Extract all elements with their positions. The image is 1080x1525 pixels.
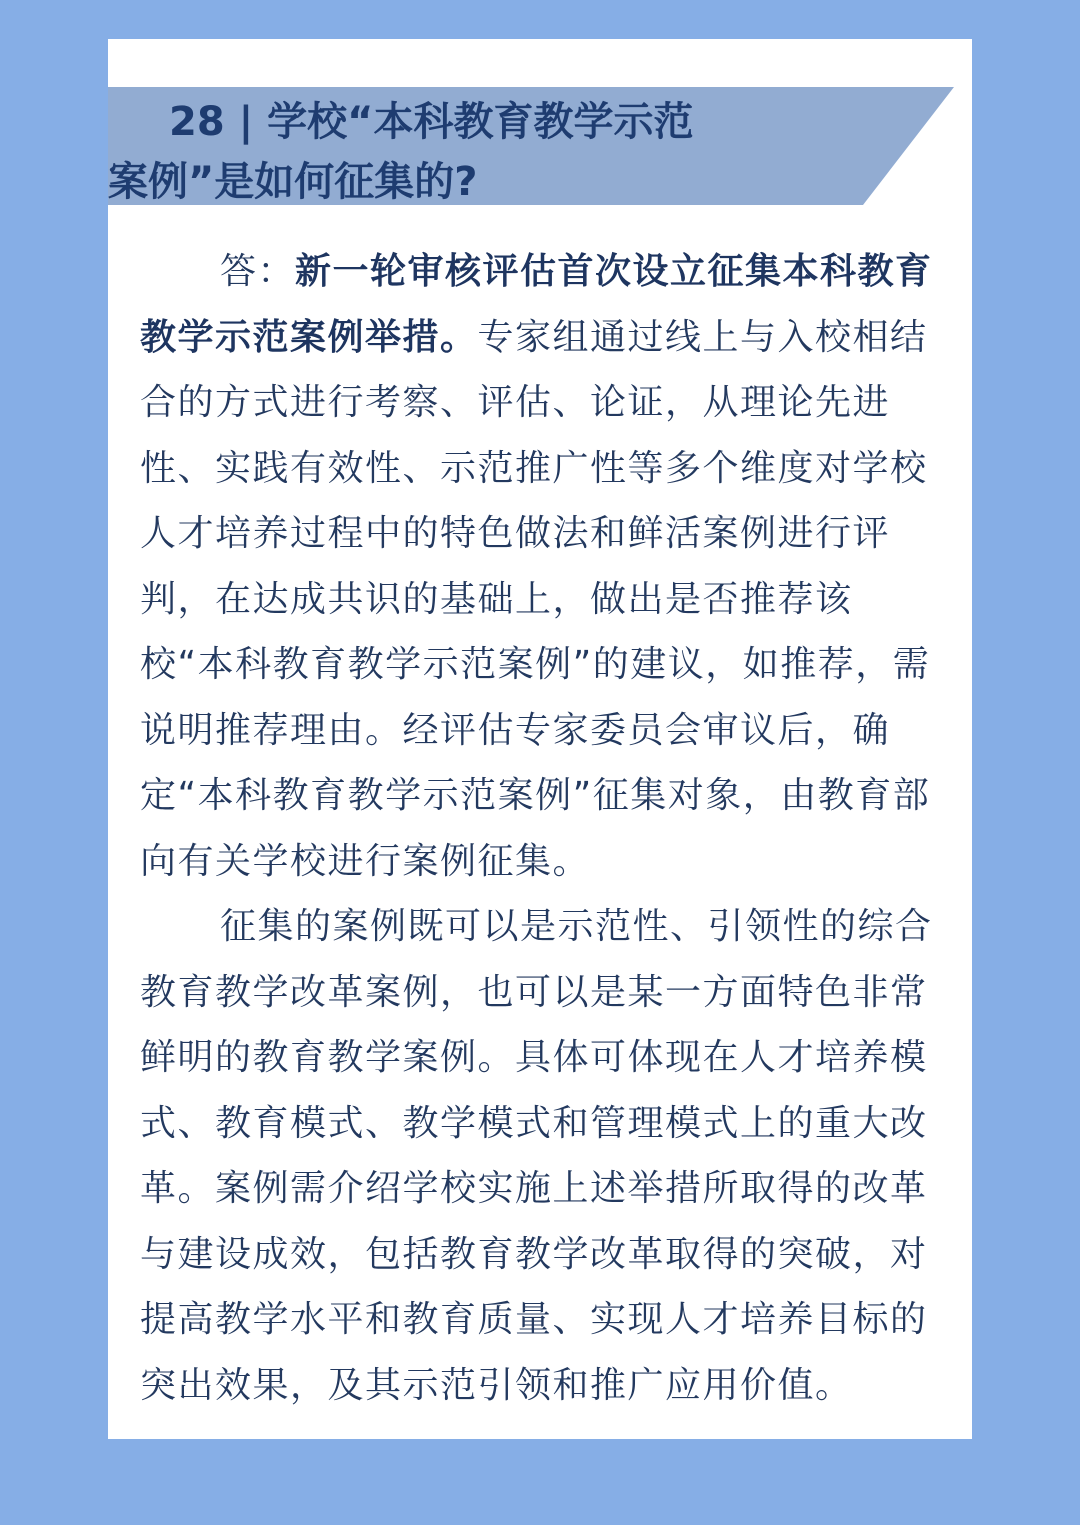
question-number: 28 bbox=[169, 99, 225, 145]
title-separator: | bbox=[238, 99, 254, 145]
article-body bbox=[140, 239, 940, 1418]
answer-lead: 新一轮审核评估首次设立征集本科教育教学示范案例举措。 bbox=[140, 251, 933, 358]
page-title-line1 bbox=[169, 98, 693, 146]
answer-text: 专家组通过线上与入校相结合的方式进行考察、评估、论证，从理论先进性、实践有效性、示范推广性等多个维度对学校人才培养过程中的特色做法和鲜活案例进行评判，在达成共识的基础上，做出是否推荐该校“本科教育教学示范案例”的建议，如推荐，需说明推荐理由。经评估专家委员会审议后，确定“本科教育教学示范案例”征集对象，由教育部向有关学校进行案例征集。 bbox=[140, 316, 931, 882]
page-title-line2 bbox=[108, 158, 478, 206]
title-text-1: 学校“本科教育教学示范 bbox=[267, 99, 694, 145]
cases-text: 征集的案例既可以是示范性、引领性的综合教育教学改革案例，也可以是某一方面特色非常鲜明的教育教学案例。具体可体现在人才培养模式、教育模式、教学模式和管理模式上的重大改革。案例需介绍学校实施上述举措所取得的改革与建设成效，包括教育教学改革取得的突破，对提高教学水平和教育质量、实现人才培养目标的突出效果，及其示范引领和推广应用价值。 bbox=[140, 906, 933, 1406]
answer-label: 答： bbox=[220, 251, 296, 292]
paragraph-cases bbox=[140, 894, 940, 1418]
title-text-2: 案例”是如何征集的? bbox=[108, 159, 478, 205]
paragraph-answer bbox=[140, 239, 940, 894]
